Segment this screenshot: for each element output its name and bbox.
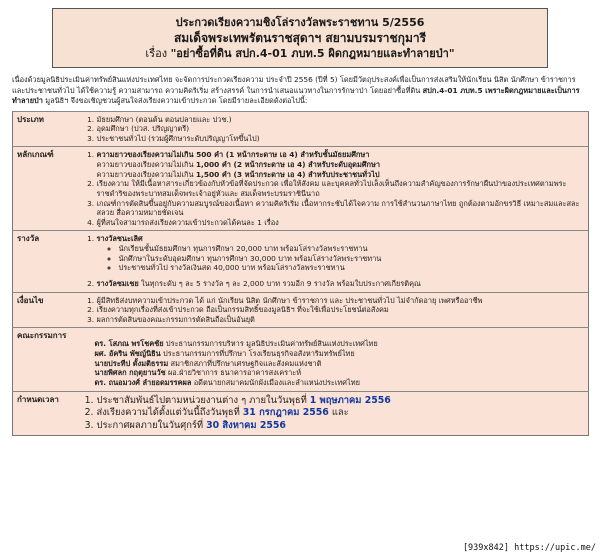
list-item: 2. เรียงความทุกเรื่องที่ส่งเข้าประกวด ถือเป็นกรรมสิทธิ์ของมูลนิธิฯ ที่จะใช้เพื่อประโยชน์ต่อสังคม <box>97 305 585 315</box>
list-item: ◦ นักศึกษาในระดับอุดมศึกษา ทุนการศึกษา 30,000 บาท พร้อมโล่รางวัลพระราชทาน <box>119 254 585 264</box>
list-item: 1. มัธยมศึกษา (ตอนต้น ตอนปลายและ ปวช.) <box>97 115 585 125</box>
list-item: 3. ผลการตัดสินของคณะกรรมการตัดสินถือเป็นอันยุติ <box>97 315 585 325</box>
label-criteria: หลักเกณฑ์ <box>13 147 75 231</box>
row-awards <box>13 231 589 292</box>
date-highlight: 1 พฤษภาคม 2556 <box>309 394 391 406</box>
winner-bullets <box>97 244 585 273</box>
list-item: 1. ประชาสัมพันธ์ไปตามหน่วยงานต่าง ๆ ภายในวันพุธที่ 1 พฤษภาคม 2556 <box>97 395 585 408</box>
list-item: 3. ประชาชนทั่วไป (รวมผู้ศึกษาระดับปริญญาโทขึ้นไป) <box>97 134 585 144</box>
list-item: ◦ นักเรียนชั้นมัธยมศึกษา ทุนการศึกษา 20,000 บาท พร้อมโล่รางวัลพระราชทาน <box>119 244 585 254</box>
schedule-list <box>79 395 585 433</box>
row-criteria <box>13 147 589 231</box>
label-committee: คณะกรรมการ <box>13 328 75 391</box>
committee-member: ดร. โสภณ พรโชคชัย ประธานกรรมการบริหาร มูลนิธิประเมินค่าทรัพย์สินแห่งประเทศไทย <box>94 339 378 349</box>
list-item: 2. เรียงความ ให้มีเนื้อหาสาระเกี่ยวข้องกับหัวข้อที่จัดประกวด เพื่อให้สังคม และบุคคลทั่วไปเล็งเห็นถึงความสำคัญของการรักษาผืนป่าของประเทศตามพระราชดำริของพระบาทสมเด็จพระเจ้าอยู่หัวและ สมเด็จพระบรมราชินีนาถ <box>97 179 585 198</box>
list-item: 3. เกณฑ์การตัดสินขึ้นอยู่กับความสมบูรณ์ของเนื้อหา ความคิดริเริ่ม เนื้อหากระชับได้ใจความ การใช้สำนวนภาษาไทย ถูกต้องตามอักขรวิธี เหมาะสมและสละสลวย สื่อความหมายชัดเจน <box>97 199 585 218</box>
label-conditions: เงื่อนไข <box>13 292 75 328</box>
criteria-list <box>79 150 585 227</box>
committee-member: นายประทีป ตั้งมติธรรม สมาชิกสภาที่ปรึกษาเศรษฐกิจและสังคมแห่งชาติ <box>94 358 322 368</box>
details-table <box>12 111 589 437</box>
list-item: 2. รางวัลชมเชย ในทุกระดับ ๆ ละ 5 รางวัล ๆ ละ 2,000 บาท รวมอีก 9 รางวัล พร้อมใบประกาศเกียรติคุณ <box>97 279 585 289</box>
label-awards: รางวัล <box>13 231 75 292</box>
date-highlight: 30 สิงหาคม 2556 <box>206 419 286 431</box>
conditions-list <box>79 296 585 325</box>
row-conditions <box>13 292 589 328</box>
list-item: 1. รางวัลชนะเลิศ ◦ นักเรียนชั้นมัธยมศึกษา ทุนการศึกษา 20,000 บาท พร้อมโล่รางวัลพระราชทาน ◦ นักศึกษาในระดับอุดมศึกษา ทุนการศึกษา 30,000 บาท พร้อมโล่รางวัลพระราชทาน ◦ ประชาชนทั่วไป รางวัลเงินสด 40,000 บาท พร้อมโล่รางวัลพระราชทาน <box>97 234 585 273</box>
awards-list <box>79 234 585 288</box>
row-type <box>13 111 589 147</box>
intro-paragraph: เนื่องด้วยมูลนิธิประเมินค่าทรัพย์สินแห่งประเทศไทย จะจัดการประกวดเรียงความ ประจำปี 2556 (ปีที่ 5) โดยมีวัตถุประสงค์เพื่อเป็นการส่งเสริมให้นักเรียน นิสิต นักศึกษา ข้าราชการ และประชาชนทั่วไป ได้ใช้ความรู้ ความสามารถ ความคิดริเริ่ม สร้างสรรค์ ในการนำเสนอแนวทางในการรักษาป่า โดยอย่าซื้อที่ดิน สปก.4-01 ภบท.5 เพราะผิดกฎหมายและเป็นการทำลายป่า มูลนิธิฯ จึงขอเชิญชวนผู้สนใจส่งเรียงความเข้าประกวด โดยมีรายละเอียดดังต่อไปนี้: <box>12 75 580 105</box>
committee-member: นายพิศลก กฤตุยานวัช ผอ.ฝ่ายวิชาการ ธนาคารอาคารสงเคราะห์ <box>94 368 302 378</box>
type-list <box>79 115 585 144</box>
list-item: ◦ ประชาชนทั่วไป รางวัลเงินสด 40,000 บาท พร้อมโล่รางวัลพระราชทาน <box>119 263 585 273</box>
title-banner <box>52 8 548 68</box>
list-item: 3. ประกาศผลภายในวันศุกร์ที่ 30 สิงหาคม 2556 <box>97 420 585 433</box>
contest-title: ประกวดเรียงความชิงโล่รางวัลพระราชทาน 5/2556 <box>175 16 425 29</box>
label-schedule: กำหนดเวลา <box>13 391 75 436</box>
committee-member: ดร. ถนอมวงศ์ ลำยอดมรรคผล อดีตนายกสมาคมนักผังเมืองและลำแหน่งประเทศไทย <box>94 377 360 387</box>
list-item: 2. ส่งเรียงความได้ตั้งแต่วันนี้ถึงวันพุธที่ 31 กรกฎาคม 2556 และ <box>97 407 585 420</box>
row-committee <box>13 328 589 391</box>
image-watermark: [939x842] https://upic.me/ <box>462 542 596 553</box>
date-highlight: 31 กรกฎาคม 2556 <box>242 407 329 418</box>
royal-title: สมเด็จพระเทพรัตนราชสุดาฯ สยามบรมราชกุมารี <box>173 31 427 45</box>
list-item: 2. อุดมศึกษา (ปวส. ปริญญาตรี) <box>97 124 585 134</box>
subject-line: เรื่อง "อย่าซื้อที่ดิน สปก.4-01 ภบท.5 ผิดกฎหมายและทำลายป่า" <box>145 47 455 60</box>
committee-member: ผศ. อัคริน พัชญ์นิธิน ประธานกรรมการที่ปรึกษา โรงเรียนธุรกิจอสังหาริมทรัพย์ไทย <box>94 349 355 358</box>
row-schedule <box>13 391 589 436</box>
list-item: 1. ผู้มีสิทธิส่งบทความเข้าประกวด ได้ แก่ นักเรียน นิสิต นักศึกษา ข้าราชการ และ ประชาชนทั่วไป ไม่จำกัดอายุ เพศหรืออาชีพ <box>97 296 585 306</box>
list-item: 4. ผู้ที่สนใจสามารถส่งเรียงความเข้าประกวดได้คนละ 1 เรื่อง <box>97 218 585 228</box>
label-type: ประเภท <box>13 111 75 147</box>
list-item: 1. ความยาวของเรียงความไม่เกิน 500 คำ (1 หน้ากระดาษ เอ 4) สำหรับชั้นมัธยมศึกษา ความยาวของเรียงความไม่เกิน 1,000 คำ (2 หน้ากระดาษ เอ 4) สำหรับระดับอุดมศึกษา ความยาวของเรียงความไม่เกิน 1,500 คำ (3 หน้ากระดาษ เอ 4) สำหรับประชาชนทั่วไป <box>97 150 585 179</box>
subject-text: "อย่าซื้อที่ดิน สปก.4-01 ภบท.5 ผิดกฎหมายและทำลายป่า" <box>170 47 455 60</box>
